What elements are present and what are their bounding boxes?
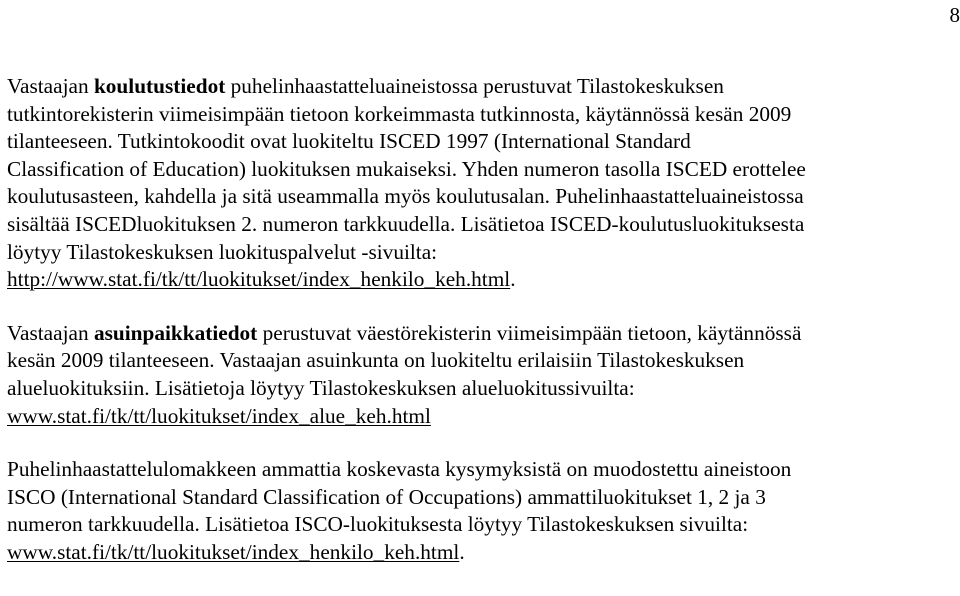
text-segment: perustuvat väestörekisterin viimeisimpään tietoon, käytännössä [257,320,802,345]
text-line [7,375,955,403]
bold-term: asuinpaikkatiedot [93,320,258,345]
paragraph-occupation [7,456,955,566]
text-line [7,266,955,294]
text-segment: . [459,539,465,564]
text-line [7,73,955,101]
bold-term: koulutustiedot [93,74,226,98]
text-line [7,403,955,431]
text-line [7,239,955,267]
page-number: 8 [949,3,960,27]
text-line [7,456,955,484]
text-segment: ISCO (International Standard Classification of Occupations) ammattiluokitukset 1, 2 ja 3 [7,484,766,509]
text-line [7,347,955,375]
url-link[interactable]: www.stat.fi/tk/tt/luokitukset/index_alue_keh.html [7,403,431,428]
text-line [7,211,955,239]
url-link[interactable]: http://www.stat.fi/tk/tt/luokitukset/index_henkilo_keh.html [7,267,511,292]
text-line [7,128,955,156]
paragraph-education [7,73,955,294]
text-line [7,511,955,539]
text-segment: kesän 2009 tilanteeseen. Vastaajan asuinkunta on luokiteltu erilaisiin Tilastokeskuksen [7,348,745,373]
text-segment: numeron tarkkuudella. Lisätietoa ISCO-luokituksesta löytyy Tilastokeskuksen sivuilta: [7,512,749,537]
text-segment: koulutusasteen, kahdella ja sitä useammalla myös koulutusalan. Puhelinhaastatteluaineistossa [7,184,804,209]
text-segment: Puhelinhaastattelulomakkeen ammattia koskevasta kysymyksistä on muodostettu aineistoon [7,457,792,482]
text-line [7,101,955,129]
text-segment: Classification of Education) luokituksen mukaiseksi. Yhden numeron tasolla ISCED erottelee [7,156,806,181]
text-line [7,320,955,348]
text-segment: . [510,267,516,292]
text-segment: tutkintorekisterin viimeisimpään tietoon korkeimmasta tutkinnosta, käytännössä kesän 2009 [7,101,792,126]
text-line [7,156,955,184]
text-segment: Vastaajan [7,320,94,345]
text-segment: sisältää ISCEDluokituksen 2. numeron tarkkuudella. Lisätietoa ISCED-koulutusluokituksesta [7,211,805,236]
text-segment: puhelinhaastatteluaineistossa perustuvat Tilastokeskuksen [225,74,724,98]
text-line [7,539,955,567]
text-segment: alueluokituksiin. Lisätietoja löytyy Tilastokeskuksen alueluokitussivuilta: [7,375,635,400]
url-link[interactable]: www.stat.fi/tk/tt/luokitukset/index_henkilo_keh.html [7,539,460,564]
paragraph-residence [7,320,955,430]
text-segment: löytyy Tilastokeskuksen luokituspalvelut -sivuilta: [7,239,438,264]
text-segment: Vastaajan [7,74,94,98]
text-segment: tilanteeseen. Tutkintokoodit ovat luokiteltu ISCED 1997 (International Standard [7,129,691,154]
text-line [7,183,955,211]
text-line [7,484,955,512]
document-body [7,73,955,567]
